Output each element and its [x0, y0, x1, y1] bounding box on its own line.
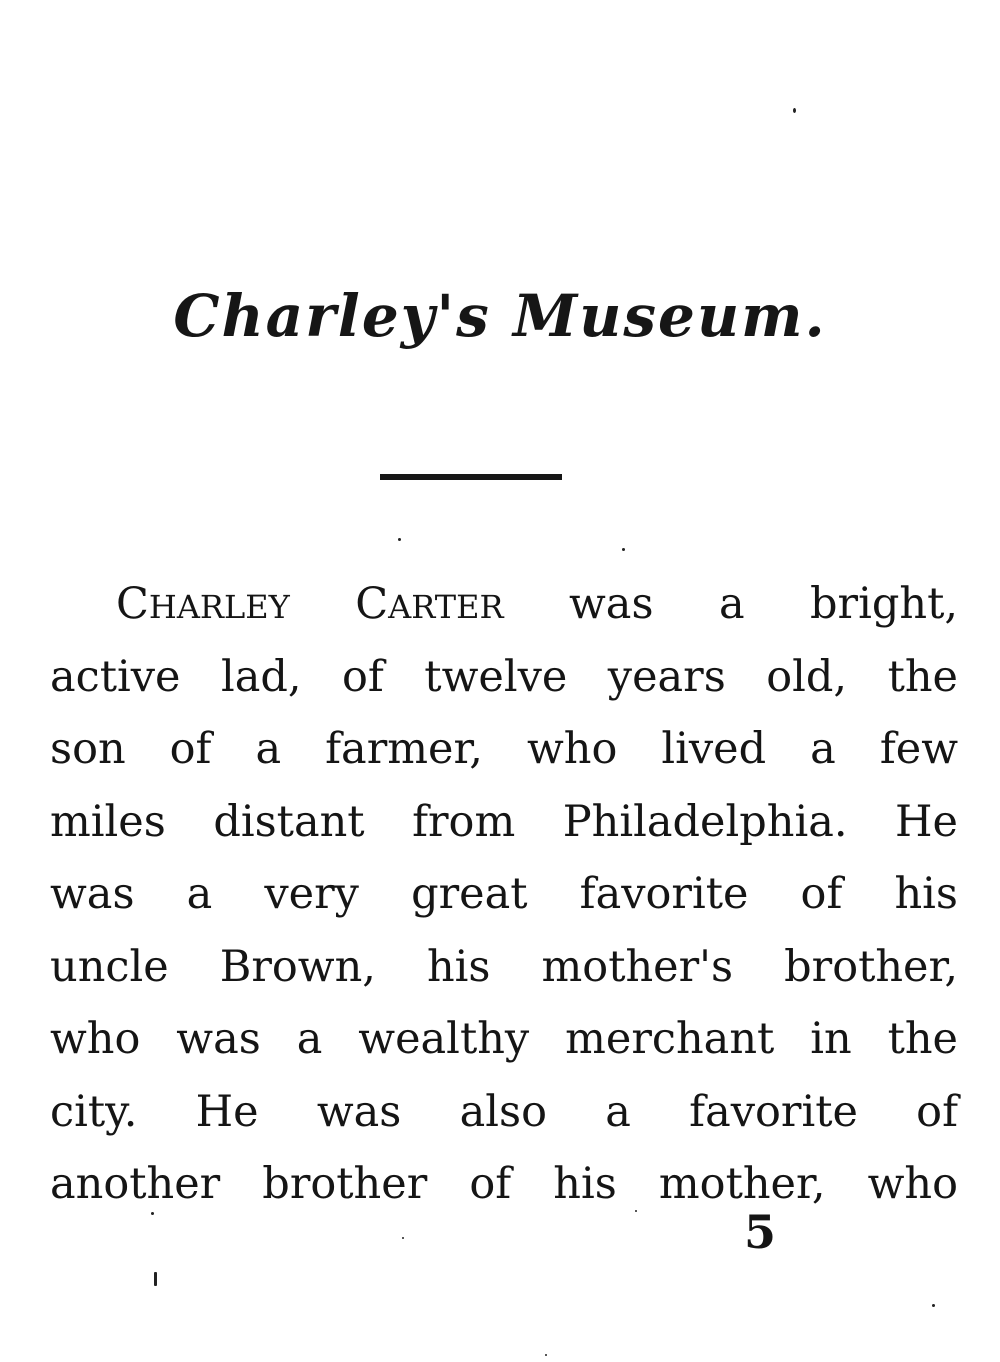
print-speck: [635, 1210, 637, 1212]
print-speck: [154, 1272, 157, 1286]
print-speck: [402, 1237, 404, 1239]
print-speck: [932, 1304, 935, 1307]
print-speck: [398, 538, 401, 541]
paragraph-line-6: uncle Brown, his mother's brother,: [50, 941, 958, 992]
small-caps-initial: C: [355, 579, 389, 629]
paragraph-line-5: was a very great favorite of his: [50, 869, 958, 919]
paragraph-line-1: [50, 568, 958, 641]
print-speck: [151, 1212, 154, 1215]
page-number: 5: [744, 1205, 777, 1259]
paragraph-line-9: another brother of his mother, who: [50, 1159, 958, 1209]
print-speck: [545, 1354, 547, 1356]
title-divider-rule: [380, 474, 562, 480]
paragraph-line-4: miles distant from Philadelphia. He: [50, 796, 958, 847]
line-text: was a bright,: [569, 579, 959, 629]
paragraph-line-7: who was a wealthy merchant in the: [50, 1014, 958, 1064]
paragraph-line-2: active lad, of twelve years old, the: [50, 651, 958, 702]
small-caps-initial: C: [116, 579, 149, 629]
paragraph: [50, 568, 958, 1221]
chapter-title: Charley's Museum.: [173, 282, 827, 350]
paragraph-line-8: city. He was also a favorite of: [50, 1086, 958, 1137]
small-caps-rest: ARTER: [388, 588, 504, 626]
print-speck: [622, 548, 625, 551]
print-speck: [793, 108, 796, 113]
small-caps-rest: HARLEY: [148, 588, 290, 626]
paragraph-line-3: son of a farmer, who lived a few: [50, 724, 958, 774]
